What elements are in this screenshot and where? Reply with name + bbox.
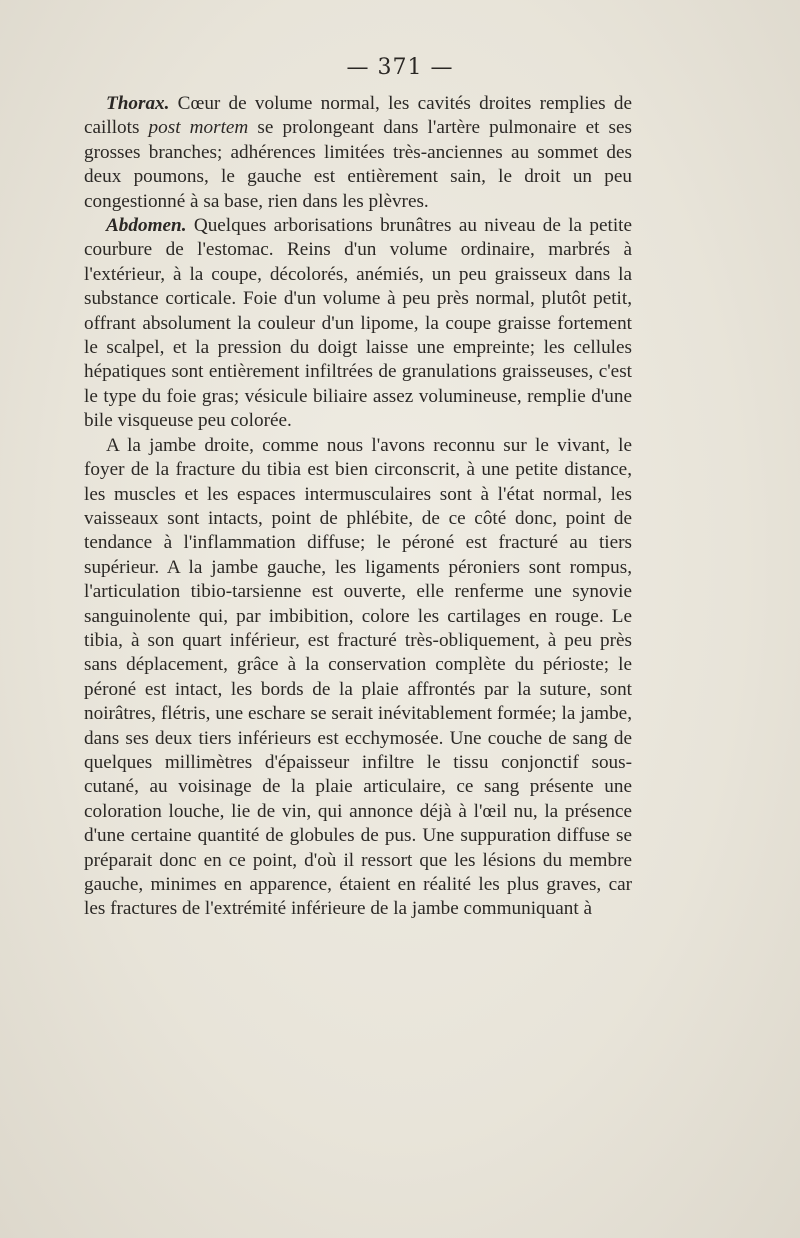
paragraph-text: se prolongeant dans l'artère pulmonaire et ses grosses branches; adhérences limitées très-anciennes au sommet des deux poumons, le gauche est entièrement sain, le droit un peu congestionné à sa base, rien dans les plèvres. (84, 117, 633, 212)
italic-phrase: post mortem (148, 117, 249, 139)
section-lead-abdomen: Abdomen. (106, 215, 187, 237)
section-lead-thorax: Thorax. (106, 93, 170, 114)
body-text (84, 92, 632, 922)
paragraph-abdomen (84, 214, 632, 434)
paragraph-text: A la jambe droite, comme nous l'avons reconnu sur le vivant, le foyer de la fracture du tibia est bien circonscrit, à une petite distance, les muscles et les espaces intermusculaires sont à l'état normal, les vaisseaux sont intacts, point de phlébite, de ce côté donc, point de tendance à l'inflammation diffuse; le péroné est fracturé au tiers supérieur. A la jambe gauche, les ligaments péroniers sont rompus, l'articulation tibio-tarsienne est ouverte, elle renferme une synovie sanguinolente qui, par imbibition, colore les cartilages en rouge. Le tibia, à son quart inférieur, est fracturé très-obliquement, à peu près sans déplacement, grâce à la conservation complète du périoste; le péroné est intact, les bords de la plaie affrontés par la suture, sont noirâtres, flétris, une eschare se serait inévitablement formée; la jambe, dans ses deux tiers inférieurs est ecchymosée. Une couche de sang de quelques millimètres d'épaisseur infiltre le tissu conjonctif sous-cutané, au voisinage de la plaie articulaire, ce sang présente une coloration louche, lie de vin, qui annonce déjà à l'œil nu, la présence d'une certaine quantité de globules de pus. Une suppuration diffuse se préparait donc en ce point, d'où il ressort que les lésions du membre gauche, minimes en apparence, étaient en réalité les plus graves, car les fractures de l'extrémité inférieure de la jambe communiquant à (84, 434, 632, 920)
page-number: — 371 — (346, 55, 454, 80)
paragraph-text: Cœur de volume normal, les cavités droites remplies de caillots (84, 93, 632, 139)
paragraph-thorax (84, 92, 632, 214)
paragraph-jambe (84, 434, 632, 922)
paragraph-text: Quelques arborisations brunâtres au niveau de la petite courbure de l'estomac. Reins d'un volume ordinaire, marbrés à l'extérieur, à la coupe, décolorés, anémiés, un peu graisseux dans la substance corticale. Foie d'un volume à peu près normal, plutôt petit, offrant absolument la couleur d'un lipome, la coupe graisse fortement le scalpel, et la pression du doigt laisse une empreinte; les cellules hépatiques sont entièrement infiltrées de granulations graisseuses, c'est le type du foie gras; vésicule biliaire assez volumineuse, remplie d'une bile visqueuse peu colorée. (84, 215, 632, 432)
